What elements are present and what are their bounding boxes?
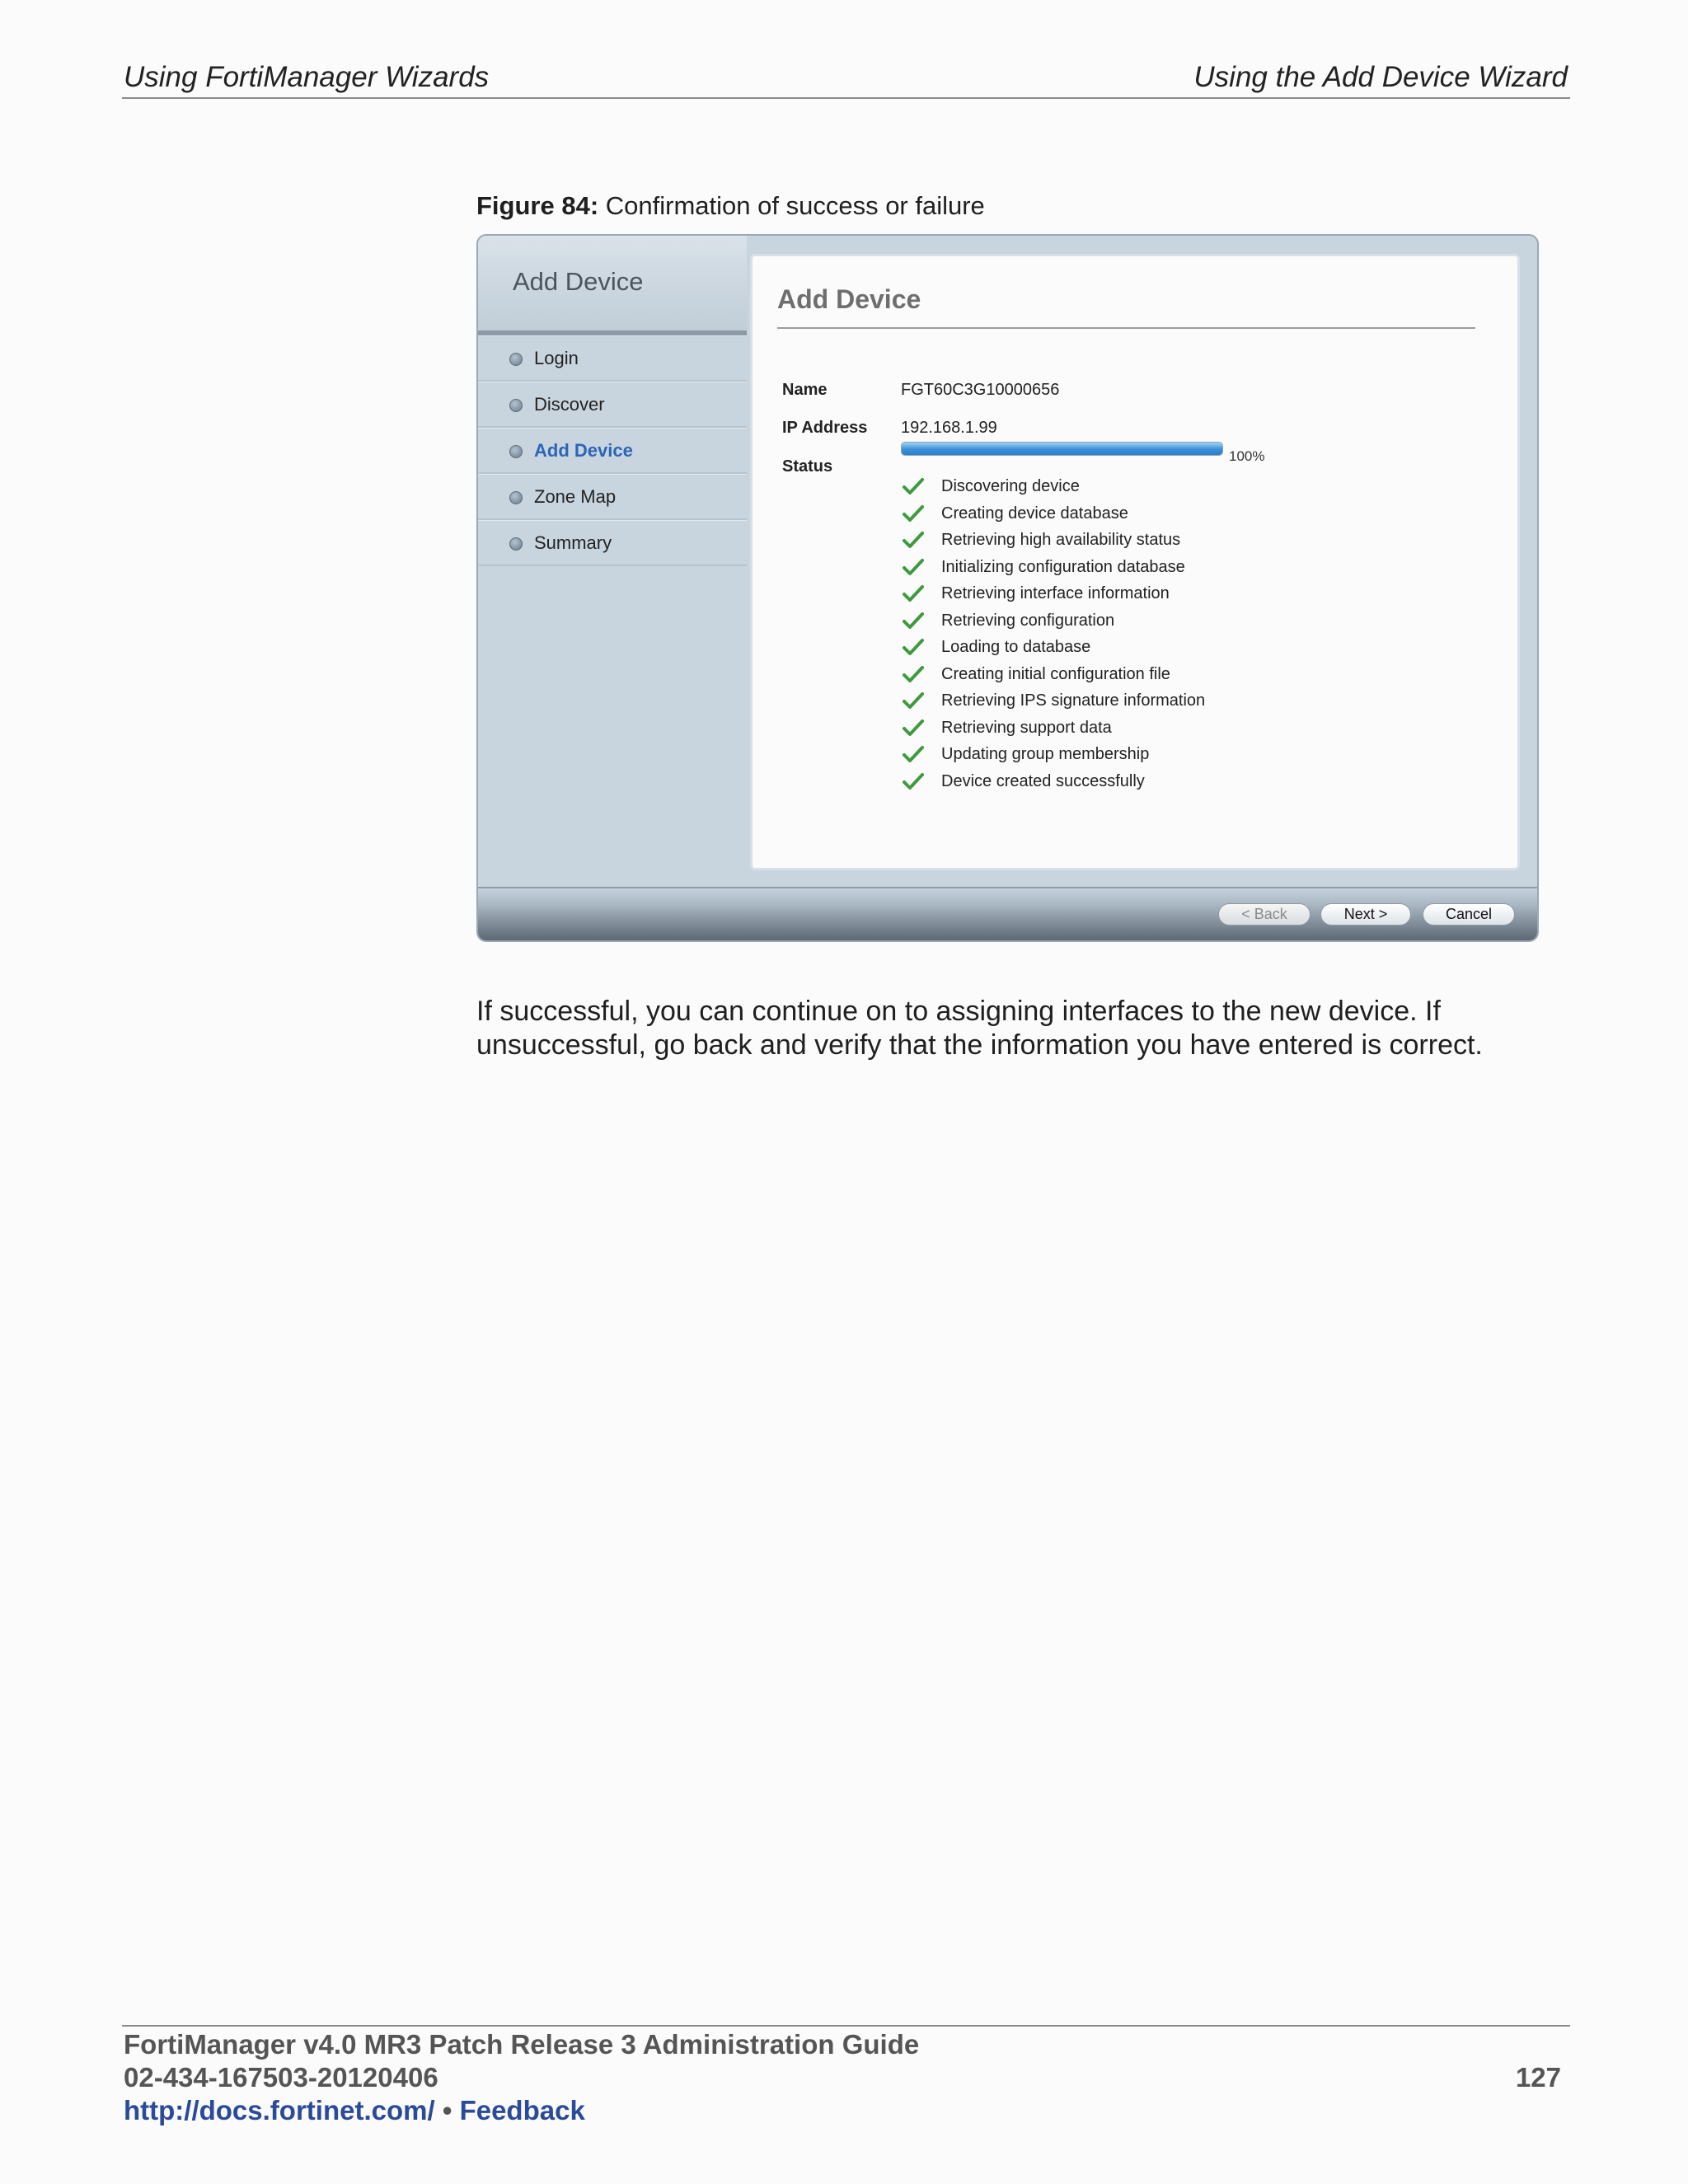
progress-fill <box>902 443 1222 455</box>
step-bullet-icon <box>509 445 523 458</box>
running-header-right: Using the Add Device Wizard <box>1193 61 1568 93</box>
checkmark-icon <box>903 504 924 523</box>
status-label: Status <box>782 457 833 476</box>
status-item-label: Retrieving support data <box>941 718 1112 737</box>
content-title-rule <box>777 327 1475 329</box>
figure-label: Figure 84: <box>476 191 599 220</box>
checkmark-icon <box>903 691 924 710</box>
status-progress-bar <box>901 442 1223 456</box>
status-item-label: Retrieving IPS signature information <box>941 691 1206 710</box>
step-bullet-icon <box>509 353 523 366</box>
status-item-label: Retrieving configuration <box>941 611 1115 630</box>
wizard-step-zone-map[interactable] <box>478 474 747 520</box>
status-item-label: Retrieving interface information <box>941 584 1170 602</box>
status-item-label: Device created successfully <box>941 771 1145 790</box>
wizard-content-panel <box>750 254 1520 870</box>
header-rule <box>122 97 1570 99</box>
checkmark-icon <box>903 530 924 550</box>
checkmark-icon <box>903 771 924 791</box>
back-button[interactable]: < Back <box>1218 903 1311 926</box>
wizard-step-label: Zone Map <box>534 486 617 507</box>
checkmark-icon <box>903 718 924 738</box>
wizard-step-list <box>478 335 747 566</box>
wizard-button-bar <box>478 887 1539 942</box>
status-item-label: Creating device database <box>941 504 1128 523</box>
status-item-label: Loading to database <box>941 638 1091 656</box>
figure-caption-text: Confirmation of success or failure <box>605 191 985 220</box>
checkmark-icon <box>903 664 924 684</box>
body-paragraph: If successful, you can continue on to assigning interfaces to the new device. If unsuccessful, go back and verify that the information you have entered is correct. <box>476 996 1483 1061</box>
name-value: FGT60C3G10000656 <box>901 381 1060 399</box>
status-item-label: Creating initial configuration file <box>941 664 1170 683</box>
checkmark-icon <box>903 583 924 603</box>
figure-caption <box>476 191 985 221</box>
footer-guide-title: FortiManager v4.0 MR3 Patch Release 3 Administration Guide <box>124 2029 920 2060</box>
page-number: 127 <box>1515 2062 1561 2093</box>
status-item-label: Updating group membership <box>941 745 1150 763</box>
footer-separator: • <box>442 2095 452 2125</box>
checkmark-icon <box>903 476 924 496</box>
wizard-step-discover[interactable] <box>478 382 747 428</box>
cancel-button[interactable]: Cancel <box>1423 903 1515 926</box>
name-label: Name <box>782 381 828 399</box>
wizard-step-label: Discover <box>534 394 605 415</box>
checkmark-icon <box>903 611 924 630</box>
footer-document-code: 02-434-167503-20120406 <box>124 2062 438 2093</box>
footer-links <box>124 2095 585 2126</box>
wizard-step-summary[interactable] <box>478 520 747 566</box>
wizard-sidebar-title: Add Device <box>513 267 644 296</box>
ip-address-label: IP Address <box>782 419 868 437</box>
wizard-step-label: Login <box>534 348 579 368</box>
running-header-left: Using FortiManager Wizards <box>124 61 490 93</box>
status-item-label: Discovering device <box>941 477 1080 495</box>
wizard-step-label: Add Device <box>534 440 633 461</box>
status-item-label: Initializing configuration database <box>941 557 1185 576</box>
checkmark-icon <box>903 637 924 657</box>
content-title: Add Device <box>777 284 921 314</box>
wizard-step-add-device[interactable] <box>478 428 747 474</box>
feedback-link[interactable]: Feedback <box>459 2095 585 2125</box>
step-bullet-icon <box>509 491 523 504</box>
next-button[interactable]: Next > <box>1320 903 1411 926</box>
wizard-sidebar-header <box>478 236 747 335</box>
wizard-step-label: Summary <box>534 532 612 553</box>
wizard-step-login[interactable] <box>478 335 747 382</box>
status-item-label: Retrieving high availability status <box>941 531 1181 549</box>
step-bullet-icon <box>509 537 523 551</box>
docs-url-link[interactable]: http://docs.fortinet.com/ <box>124 2095 435 2125</box>
progress-percent: 100% <box>1229 448 1265 464</box>
checkmark-icon <box>903 557 924 577</box>
step-bullet-icon <box>509 399 523 412</box>
footer-rule <box>122 2025 1570 2027</box>
add-device-wizard-window <box>476 234 1539 942</box>
ip-address-value: 192.168.1.99 <box>901 419 997 437</box>
checkmark-icon <box>903 744 924 764</box>
